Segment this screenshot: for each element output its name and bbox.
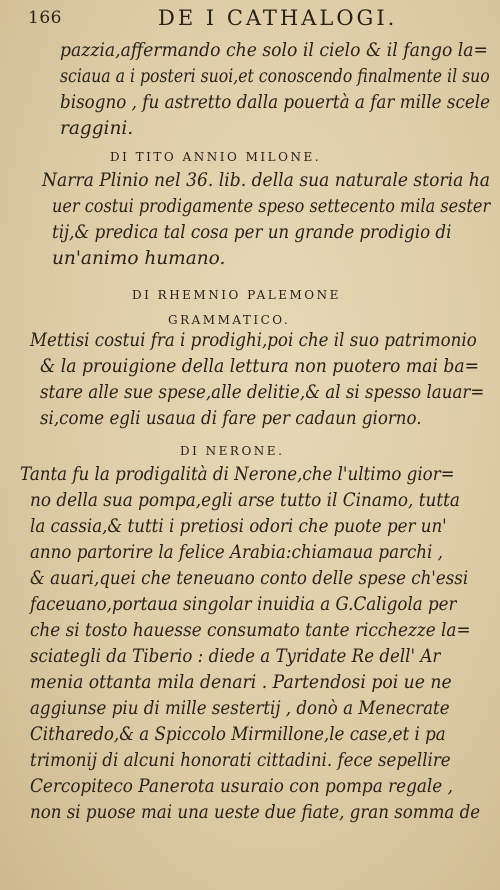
section-heading: DI NERONE. xyxy=(180,444,285,458)
text-line: Narra Plinio nel 36. lib. della sua naturale storia ha xyxy=(42,170,490,191)
text-line: & la prouigione della lettura non puotero mai ba= xyxy=(40,356,480,377)
text-line: & auari,quei che teneuano conto delle spese ch'essi xyxy=(30,568,469,589)
text-line: pazzia,affermando che solo il cielo & il fango la= xyxy=(60,40,488,61)
running-title: DE I CATHALOGI. xyxy=(158,6,398,30)
text-line: Tanta fu la prodigalità di Nerone,che l'ultimo gior= xyxy=(20,464,455,485)
section-heading: DI TITO ANNIO MILONE. xyxy=(110,150,322,164)
text-line: uer costui prodigamente speso settecento mila sester xyxy=(52,196,491,217)
text-line: Cercopiteco Panerota usuraio con pompa regale , xyxy=(30,776,453,797)
text-line: aggiunse piu di mille sestertij , donò a Menecrate xyxy=(30,698,450,719)
page-number: 166 xyxy=(28,8,62,28)
text-line: anno partorire la felice Arabia:chiamaua parchi , xyxy=(30,542,443,563)
text-line: Mettisi costui fra i prodighi,poi che il suo patrimonio xyxy=(30,330,477,351)
text-line: sciaua a i posteri suoi,et conoscendo finalmente il suo xyxy=(60,66,490,87)
text-line: sciategli da Tiberio : diede a Tyridate Re dell' Ar xyxy=(30,646,441,667)
text-line: che si tosto hauesse consumato tante ricchezze la= xyxy=(30,620,471,641)
page-header xyxy=(28,6,480,36)
text-line: Citharedo,& a Spiccolo Mirmillone,le case,et i pa xyxy=(30,724,446,745)
text-line: bisogno , fu astretto dalla pouertà a far mille scele xyxy=(60,92,491,113)
text-line: tij,& predica tal cosa per un grande prodigio di xyxy=(52,222,452,243)
text-line: stare alle sue spese,alle delitie,& al si spesso lauar= xyxy=(40,382,485,403)
text-line: faceuano,portaua singolar inuidia a G.Caligola per xyxy=(30,594,457,615)
text-line: raggini. xyxy=(60,118,134,139)
text-line: menia ottanta mila denari . Partendosi poi ue ne xyxy=(30,672,452,693)
text-line: non si puose mai una ueste due fiate, gran somma de xyxy=(30,802,481,823)
section-heading: GRAMMATICO. xyxy=(168,313,291,327)
text-line: la cassia,& tutti i pretiosi odori che puote per un' xyxy=(30,516,447,537)
text-line: si,come egli usaua di fare per cadaun giorno. xyxy=(40,408,422,429)
text-line: un'animo humano. xyxy=(52,248,226,269)
text-line: no della sua pompa,egli arse tutto il Cinamo, tutta xyxy=(30,490,460,511)
section-heading: DI RHEMNIO PALEMONE xyxy=(132,288,341,302)
text-line: trimonij di alcuni honorati cittadini. fece sepellire xyxy=(30,750,451,771)
